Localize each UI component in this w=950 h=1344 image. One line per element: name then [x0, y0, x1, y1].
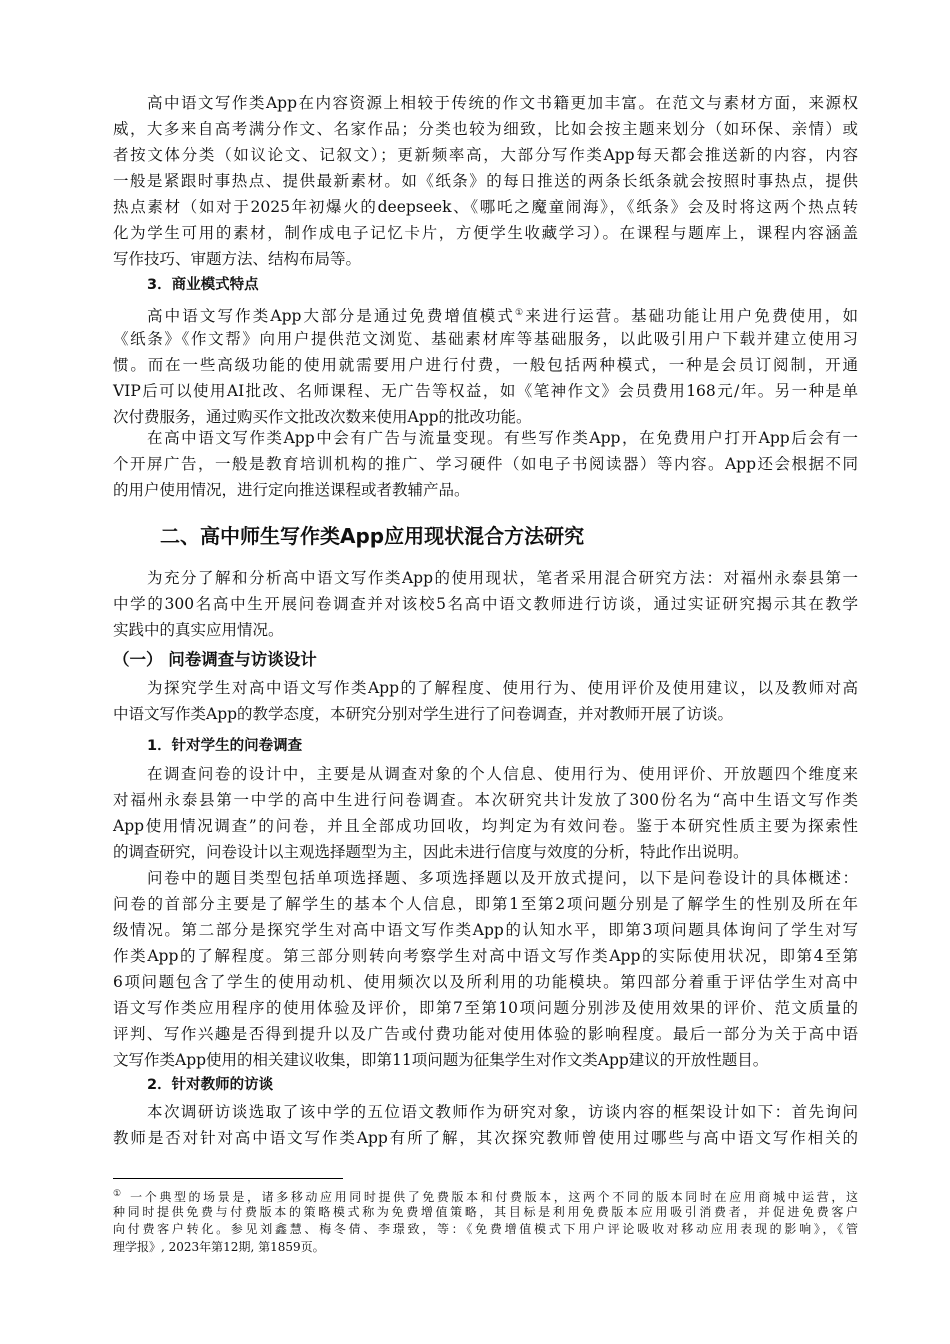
paragraph-line: 中语文写作类App的教学态度，本研究分别对学生进行了问卷调查，并对教师开展了访谈。	[113, 705, 734, 723]
footnote-marker: ①	[113, 1189, 124, 1199]
paragraph-line: 语文写作类应用程序的使用体验及评价，即第7至第10项问题分别涉及使用效果的评价、范文质量的	[113, 999, 858, 1017]
paragraph-ads	[113, 425, 858, 503]
paragraph-line: 的调查研究，问卷设计以主观选择题型为主，因此未进行信度与效度的分析，特此作出说明。	[113, 843, 749, 861]
paragraph-line: 写作技巧、审题方法、结构布局等。	[113, 250, 362, 268]
paragraph-survey-purpose	[113, 675, 858, 727]
paragraph-line: 实践中的真实应用情况。	[113, 621, 284, 639]
paragraph-line: 中学的300名高中生开展问卷调查并对该校5名高中语文教师进行访谈，通过实证研究揭示其在教学	[113, 595, 858, 613]
footnote-reference[interactable]: ①	[515, 308, 526, 318]
heading-student-survey	[113, 733, 858, 759]
paragraph-interview	[113, 1099, 858, 1151]
paragraph-method-intro	[113, 565, 858, 643]
paragraph-line: 者按文体分类（如议论文、记叙文）；更新频率高，大部分写作类App每天都会推送新的内容，内容	[113, 146, 858, 164]
paragraph-line: VIP后可以使用AI批改、名师课程、无广告等权益，如《笔神作文》会员费用168元/年。另一种是单	[113, 382, 858, 400]
text: 一个典型的场景是，诸多移动应用同时提供了免费版本和付费版本，这两个不同的版本同时在应用商城中运营，这	[123, 1190, 858, 1204]
paragraph-line: 次付费服务，通过购买作文批改次数来使用App的批改功能。	[113, 408, 532, 426]
footnote-line: 理学报》, 2023年第12期, 第1859页。	[113, 1239, 325, 1254]
paragraph-line: 作类App的了解程度。第三部分则转向考察学生对高中语文写作类App的实际使用状况，即第4至第	[113, 947, 858, 965]
paragraph-line: 在调查问卷的设计中，主要是从调查对象的个人信息、使用行为、使用评价、开放题四个维度来	[147, 765, 858, 783]
paragraph-line: 对福州永泰县第一中学的高中生进行问卷调查。本次研究共计发放了300份名为“高中生语文写作类	[113, 791, 858, 809]
paragraph-question-types	[113, 865, 858, 1073]
paragraph-line: 级情况。第二部分是探究学生对高中语文写作类App的认知水平，即第3项问题具体询问了学生对写	[113, 921, 858, 939]
subsection-heading: （一） 问卷调查与访谈设计	[113, 650, 317, 669]
paragraph-line: 的用户使用情况，进行定向推送课程或者教辅产品。	[113, 481, 470, 499]
footnote	[113, 1186, 858, 1256]
paragraph-line: 教师是否对针对高中语文写作类App有所了解，其次探究教师曾使用过哪些与高中语文写作相关的	[113, 1129, 858, 1147]
paragraph-line: 文写作类App使用的相关建议收集，即第11项问题为征集学生对作文类App建议的开放性题目。	[113, 1051, 769, 1069]
paragraph-content-resources	[113, 90, 858, 272]
paragraph-line: 高中语文写作类App在内容资源上相较于传统的作文书籍更加丰富。在范文与素材方面，来源权	[147, 94, 858, 112]
paragraph-line: 问卷中的题目类型包括单项选择题、多项选择题以及开放式提问，以下是问卷设计的具体概述：	[147, 869, 858, 887]
paragraph-line	[113, 300, 858, 326]
paragraph-line: 6项问题包含了学生的使用动机、使用频次以及所利用的功能模块。第四部分着重于评估学生对高中	[113, 973, 858, 991]
subheading: 2．针对教师的访谈	[147, 1077, 274, 1093]
paragraph-line: 在高中语文写作类App中会有广告与流量变现。有些写作类App，在免费用户打开App后会有一	[147, 429, 858, 447]
paragraph-freemium	[113, 300, 858, 430]
footnote-line	[113, 1186, 858, 1204]
text: 高中语文写作类App大部分是通过免费增值模式	[147, 307, 516, 326]
footnote-line: 种同时提供免费与付费版本的策略模式称为免费增值策略，其目标是利用免费版本应用吸引消费者，并促进免费客户	[113, 1204, 858, 1219]
paragraph-line: 个开屏广告，一般是教育培训机构的推广、学习硬件（如电子书阅读器）等内容。App还会根据不同	[113, 455, 858, 473]
paragraph-line: 一般是紧跟时事热点、提供最新素材。如《纸条》的每日推送的两条长纸条就会按照时事热点，提供	[113, 172, 858, 190]
paragraph-line: 为充分了解和分析高中语文写作类App的使用现状，笔者采用混合研究方法：对福州永泰县第一	[147, 569, 858, 587]
paragraph-line: 本次调研访谈选取了该中学的五位语文教师作为研究对象，访谈内容的框架设计如下：首先询问	[147, 1103, 858, 1121]
text: 来进行运营。基础功能让用户免费使用，如	[525, 307, 858, 326]
paragraph-lines	[113, 326, 858, 430]
paragraph-line: 为探究学生对高中语文写作类App的了解程度、使用行为、使用评价及使用建议，以及教师对高	[147, 679, 858, 697]
paragraph-line: 问卷的首部分主要是了解学生的基本个人信息，即第1至第2项问题分别是了解学生的性别及所在年	[113, 895, 858, 913]
paragraph-line: 惯。而在一些高级功能的使用就需要用户进行付费，一般包括两种模式，一种是会员订阅制，开通	[113, 356, 858, 374]
section-heading: 二、高中师生写作类App应用现状混合方法研究	[160, 524, 585, 548]
paragraph-line: 热点素材（如对于2025年初爆火的deepseek、《哪吒之魔童闹海》，《纸条》会及时将这两个热点转	[113, 198, 858, 216]
heading-teacher-interview	[113, 1072, 858, 1098]
paragraph-line: 威，大多来自高考满分作文、名家作品；分类也较为细致，比如会按主题来划分（如环保、亲情）或	[113, 120, 858, 138]
heading-survey-design	[113, 645, 858, 675]
subheading: 1．针对学生的问卷调查	[147, 738, 303, 754]
paragraph-survey-design	[113, 761, 858, 865]
paragraph-line: App使用情况调查”的问卷，并且全部成功回收，均判定为有效问卷。鉴于本研究性质主要为探索性	[113, 817, 858, 835]
paragraph-line: 评判、写作兴趣是否得到提升以及广告或付费功能对使用体验的影响程度。最后一部分为关于高中语	[113, 1025, 858, 1043]
paragraph-line: 化为学生可用的素材，制作成电子记忆卡片，方便学生收藏学习）。在课程与题库上，课程内容涵盖	[113, 224, 858, 242]
heading-business-model	[113, 272, 858, 298]
footnote-line: 向付费客户转化。参见刘鑫慧、梅冬倩、李璟致，等：《免费增值模式下用户评论吸收对移动应用表现的影响》，《管	[113, 1222, 858, 1236]
paragraph-line: 《纸条》《作文帮》向用户提供范文浏览、基础素材库等基础服务，以此吸引用户下载并建立使用习	[113, 330, 858, 348]
footnote-divider	[113, 1178, 343, 1179]
subheading: 3．商业模式特点	[147, 277, 259, 293]
